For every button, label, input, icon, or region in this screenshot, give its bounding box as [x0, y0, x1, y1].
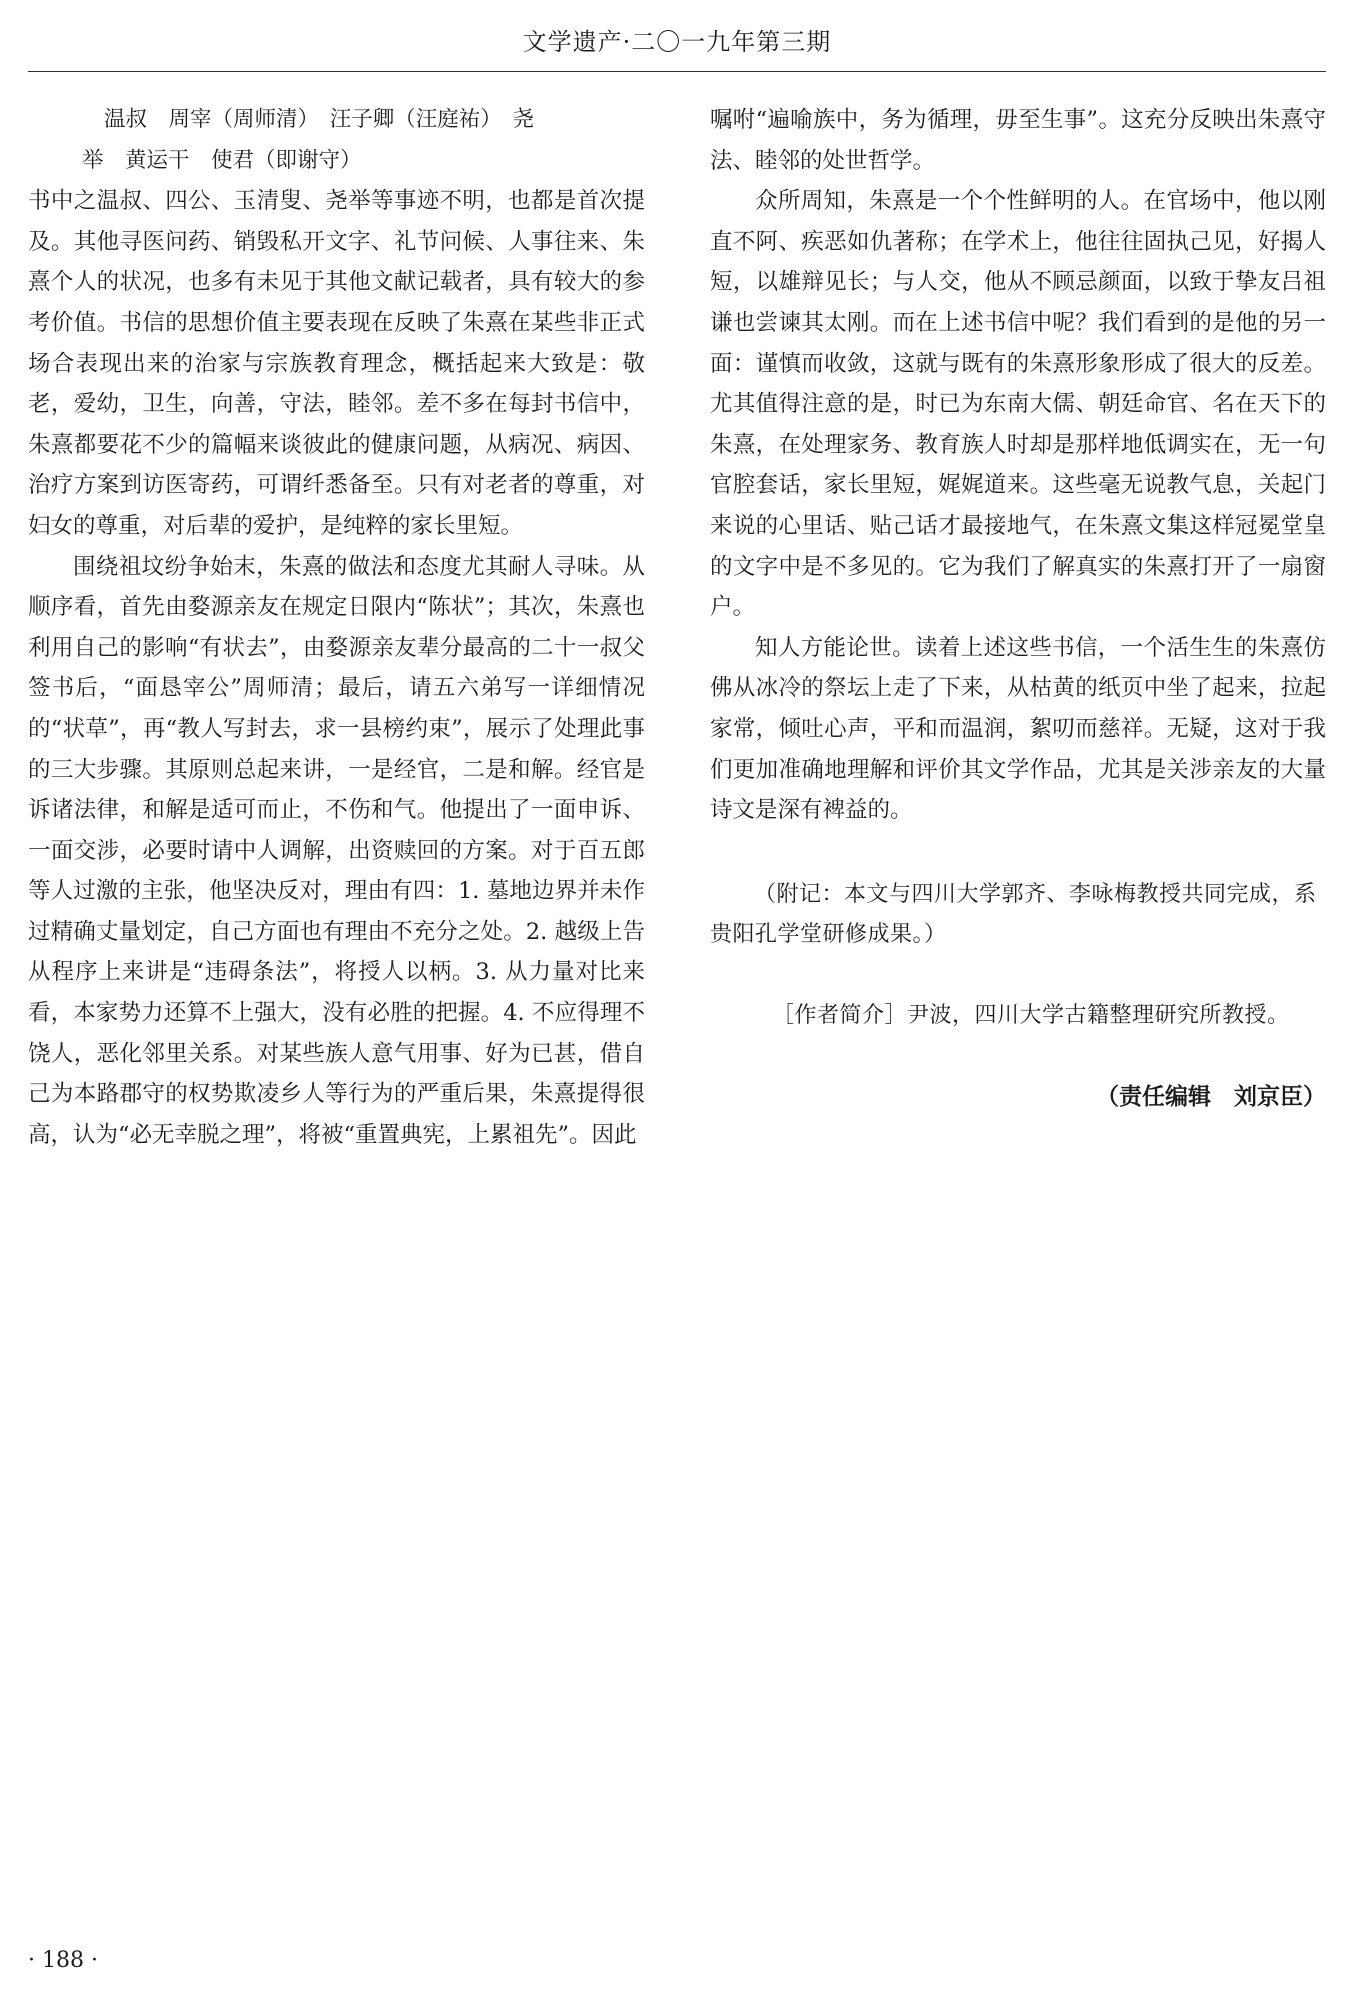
page-number: · 188 ·	[28, 1948, 98, 1973]
body-paragraph: 嘱咐“遍喻族中，务为循理，毋至生事”。这充分反映出朱熹守法、睦邻的处世哲学。	[710, 107, 1326, 174]
quoted-names-list	[28, 100, 645, 181]
body-paragraph: 知人方能论世。读着上述这些书信，一个活生生的朱熹仿佛从冰冷的祭坛上走了下来，从枯黄的纸页中坐了起来，拉起家常，倾吐心声，平和而温润，絮叨而慈祥。无疑，这对于我们更加准确地理解和评价其文学作品，尤其是关涉亲友的大量诗文是深有裨益的。	[710, 634, 1326, 824]
right-column	[710, 100, 1326, 1111]
names-line-1: 温叔 周宰（周师清） 汪子卿（汪庭祐） 尧	[104, 107, 535, 132]
responsible-editor: （责任编辑 刘京臣）	[1096, 1084, 1326, 1111]
body-paragraph: 众所周知，朱熹是一个个性鲜明的人。在官场中，他以刚直不阿、疾恶如仇著称；在学术上，他往往固执己见，好揭人短，以雄辩见长；与人交，他从不顾忌颜面，以致于挚友吕祖谦也尝谏其太刚。而在上述书信中呢？我们看到的是他的另一面：谨慎而收敛，这就与既有的朱熹形象形成了很大的反差。尤其值得注意的是，时已为东南大儒、朝廷命官、名在天下的朱熹，在处理家务、教育族人时却是那样地低调实在，无一句官腔套话，家长里短，娓娓道来。这些毫无说教气息，关起门来说的心里话、贴己话才最接地气，在朱熹文集这样冠冕堂皇的文字中是不多见的。它为我们了解真实的朱熹打开了一扇窗户。	[710, 188, 1326, 621]
author-bio: ［作者简介］尹波，四川大学古籍整理研究所教授。	[772, 1002, 1290, 1028]
left-column	[28, 100, 645, 1155]
body-paragraph: 围绕祖坟纷争始末，朱熹的做法和态度尤其耐人寻味。从顺序看，首先由婺源亲友在规定日限内“陈状”；其次，朱熹也利用自己的影响“有状去”，由婺源亲友辈分最高的二十一叔父签书后，“面恳宰公”周师清；最后，请五六弟写一详细情况的“状草”，再“教人写封去，求一县榜约束”，展示了处理此事的三大步骤。其原则总起来讲，一是经官，二是和解。经官是诉诸法律，和解是适可而止，不伤和气。他提出了一面申诉、一面交涉，必要时请中人调解，出资赎回的方案。对于百五郎等人过激的主张，他坚决反对，理由有四：1. 墓地边界并未作过精确丈量划定，自己方面也有理由不充分之处。2. 越级上告从程序上来讲是“违碍条法”，将授人以柄。3. 从力量对比来看，本家势力还算不上强大，没有必胜的把握。4. 不应得理不饶人，恶化邻里关系。对某些族人意气用事、好为已甚，借自己为本路郡守的权势欺凌乡人等行为的严重后果，朱熹提得很高，认为“必无幸脱之理”，将被“重置典宪，上累祖先”。因此	[28, 553, 645, 1148]
body-paragraph: 书中之温叔、四公、玉清叟、尧举等事迹不明，也都是首次提及。其他寻医问药、销毁私开文字、礼节问候、人事往来、朱熹个人的状况，也多有未见于其他文献记载者，具有较大的参考价值。书信的思想价值主要表现在反映了朱熹在某些非正式场合表现出来的治家与宗族教育理念，概括起来大致是：敬老，爱幼，卫生，向善，守法，睦邻。差不多在每封书信中，朱熹都要花不少的篇幅来谈彼此的健康问题，从病况、病因、治疗方案到访医寄药，可谓纤悉备至。只有对老者的尊重，对妇女的尊重，对后辈的爱护，是纯粹的家长里短。	[28, 188, 645, 539]
names-line-2: 举 黄运干 使君（即谢守）	[82, 147, 362, 173]
running-header: 文学遗产·二〇一九年第三期	[28, 22, 1326, 72]
acknowledgement-note: （附记：本文与四川大学郭齐、李咏梅教授共同完成，系贵阳孔学堂研修成果。）	[710, 881, 1317, 948]
